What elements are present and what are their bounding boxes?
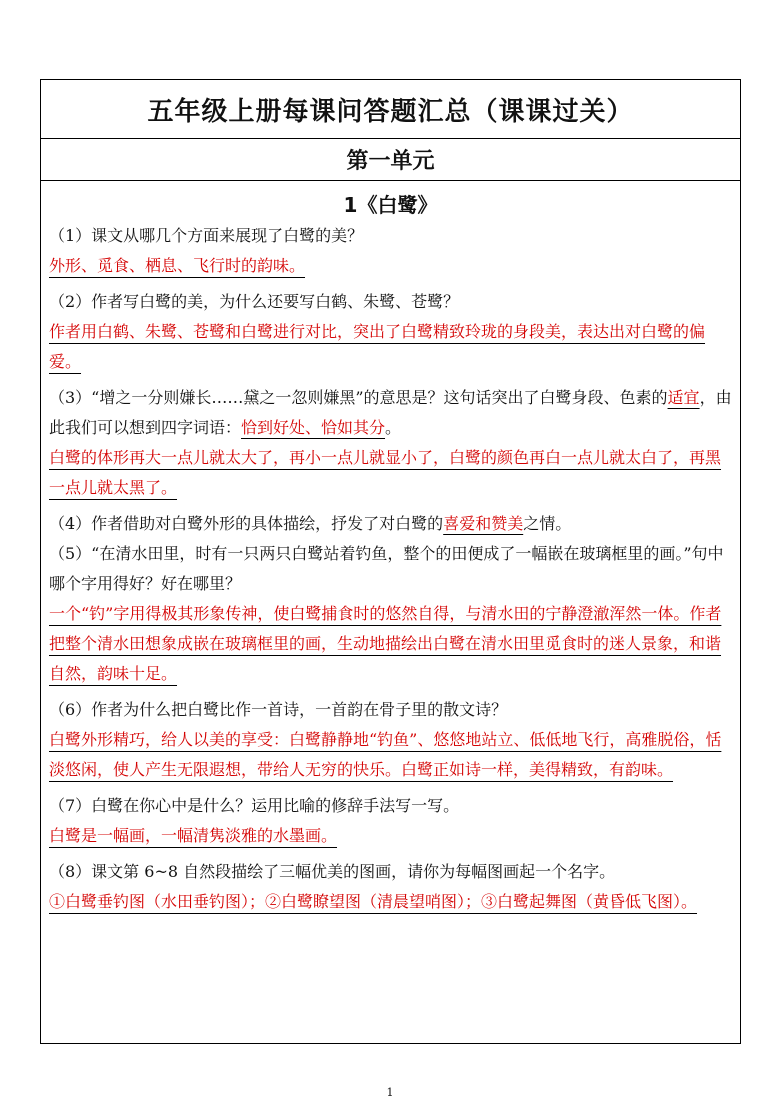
answer-6-text: 白鹭外形精巧，给人以美的享受：白鹭静静地“钓鱼”、悠悠地站立、低低地飞行，高雅脱俗，恬淡悠闲，使人产生无限遐想，带给人无穷的快乐。白鹭正如诗一样，美得精致，有韵味。 bbox=[49, 730, 722, 779]
question-4 bbox=[49, 509, 732, 539]
answer-5-text: 一个“钓”字用得极其形象传神，使白鹭捕食时的悠然自得，与清水田的宁静澄澈浑然一体。作者把整个清水田想象成嵌在玻璃框里的画，生动地描绘出白鹭在清水田里觅食时的迷人景象，和谐自然，韵味十足。 bbox=[49, 604, 722, 683]
answer-8-text: ①白鹭垂钓图（水田垂钓图）；②白鹭瞭望图（清晨望哨图）；③白鹭起舞图（黄昏低飞图）。 bbox=[49, 892, 698, 911]
title-row bbox=[41, 80, 740, 139]
question-3-highlight-2: 恰到好处、恰如其分 bbox=[241, 418, 386, 437]
answer-6 bbox=[49, 725, 732, 785]
answer-1 bbox=[49, 251, 732, 281]
question-3-part3: 。 bbox=[385, 418, 402, 437]
question-4-part2: 之情。 bbox=[523, 514, 572, 533]
answer-3 bbox=[49, 443, 732, 503]
question-3-highlight-1: 适宜 bbox=[667, 388, 700, 407]
question-6: （6）作者为什么把白鹭比作一首诗，一首韵在骨子里的散文诗？ bbox=[49, 700, 508, 719]
question-4-highlight: 喜爱和赞美 bbox=[443, 514, 524, 533]
question-3 bbox=[49, 383, 732, 443]
answer-2-text: 作者用白鹤、朱鹭、苍鹭和白鹭进行对比，突出了白鹭精致玲珑的身段美，表达出对白鹭的偏爱。 bbox=[49, 322, 706, 371]
page-title: 五年级上册每课问答题汇总（课课过关） bbox=[147, 96, 634, 127]
answer-2 bbox=[49, 317, 732, 377]
question-7: （7）白鹭在你心中是什么？运用比喻的修辞手法写一写。 bbox=[49, 796, 460, 815]
answer-8 bbox=[49, 887, 732, 917]
answer-1-text: 外形、觅食、栖息、飞行时的韵味。 bbox=[49, 256, 306, 275]
answer-5 bbox=[49, 599, 732, 689]
unit-row bbox=[41, 139, 740, 181]
answer-7-text: 白鹭是一幅画，一幅清隽淡雅的水墨画。 bbox=[49, 826, 338, 845]
content-area bbox=[41, 181, 740, 917]
question-2: （2）作者写白鹭的美，为什么还要写白鹤、朱鹭、苍鹭？ bbox=[49, 292, 460, 311]
answer-3-text: 白鹭的体形再大一点儿就太大了，再小一点儿就显小了，白鹭的颜色再白一点儿就太白了，再黑一点儿就太黑了。 bbox=[49, 448, 722, 497]
question-4-part1: （4）作者借助对白鹭外形的具体描绘，抒发了对白鹭的 bbox=[49, 514, 444, 533]
question-3-part1: （3）“增之一分则嫌长……黛之一忽则嫌黑”的意思是？这句话突出了白鹭身段、色素的 bbox=[49, 388, 668, 407]
lesson-title: 1《白鹭》 bbox=[343, 193, 438, 217]
question-3-part2: ，由此我们可以想到四字词语： bbox=[49, 388, 732, 437]
answer-7 bbox=[49, 821, 732, 851]
worksheet-frame bbox=[40, 79, 741, 1044]
question-5: （5）“在清水田里，时有一只两只白鹭站着钓鱼，整个的田便成了一幅嵌在玻璃框里的画。”句中哪个字用得好？好在哪里？ bbox=[49, 544, 724, 593]
unit-heading: 第一单元 bbox=[346, 149, 435, 174]
page-number: 1 bbox=[386, 1086, 394, 1099]
question-1: （1）课文从哪几个方面来展现了白鹭的美？ bbox=[49, 226, 364, 245]
question-8: （8）课文第 6~8 自然段描绘了三幅优美的图画，请你为每幅图画起一个名字。 bbox=[49, 862, 616, 881]
